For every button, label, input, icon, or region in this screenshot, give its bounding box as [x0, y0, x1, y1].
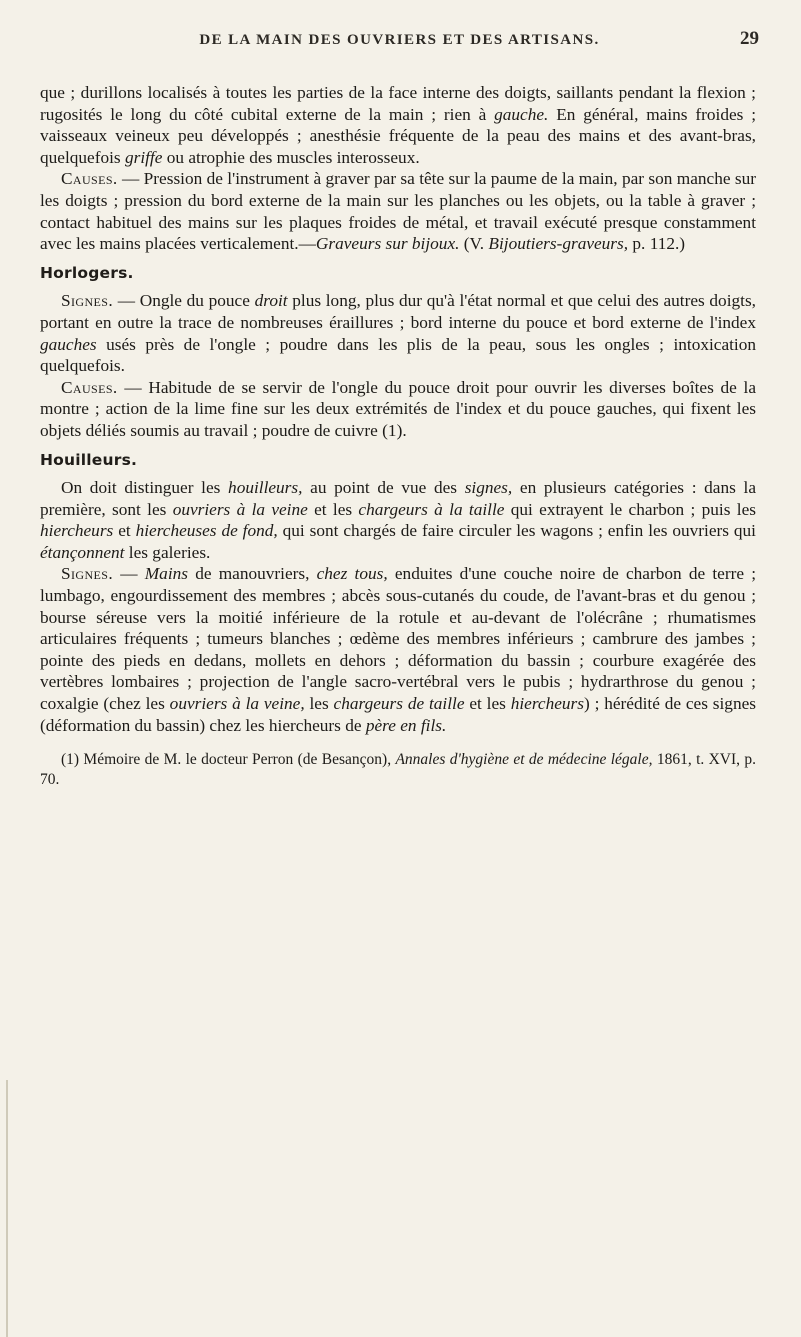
italic-run: Mains	[144, 564, 188, 584]
text-run: p. 112.)	[628, 234, 686, 254]
italic-run: signes,	[464, 478, 513, 498]
text-run: —	[113, 564, 145, 584]
italic-run: étançonnent	[40, 542, 125, 562]
text-run: 1861, t. XVI, p. 70.	[40, 751, 757, 789]
heading-horlogers: Horlogers.	[40, 263, 134, 282]
text-run: — Ongle du pouce	[113, 291, 255, 311]
italic-run: droit	[254, 291, 288, 311]
text-run: de manouvriers,	[187, 564, 317, 584]
section-lead: Causes.	[61, 377, 118, 397]
italic-run: Bijoutiers-graveurs,	[488, 234, 629, 254]
text-run: plus long, plus dur qu'à l'état normal et que celui des autres doigts, portant en outre la trace de nombreuses éraillures ; bord interne du pouce et bord externe de l'index	[40, 291, 756, 332]
text-run: que ; durillons localisés à toutes les parties de la face interne des doigts, saillants pendant la flexion ; rugosités le long du côté cubital externe de la main ; rien à	[40, 83, 756, 124]
page-body	[40, 82, 756, 790]
italic-run: Annales d'hygiène et de médecine légale,	[395, 751, 653, 769]
italic-run: gauches	[40, 334, 97, 354]
text-run: — Pression de l'instrument à graver par sa tête sur la paume de la main, par son manche sur les doigts ; pression du bord externe de la main sur les planches ou les objets, ou la table à graver ; contact habituel des mains sur les plaques froides de métal, et travail exécuté presque constamment avec les mains placées verticalement.—	[40, 169, 756, 254]
footnote-text	[40, 750, 756, 790]
italic-run: chargeurs de taille	[333, 694, 465, 714]
text-run: et les	[464, 694, 511, 714]
paragraph-graveurs-signes	[40, 82, 756, 168]
text-run: ou atrophie des muscles interosseux.	[162, 147, 420, 167]
italic-run: Graveurs sur bijoux.	[315, 234, 460, 254]
footnote-spacer	[40, 736, 756, 750]
text-run: en plusieurs catégories : dans la première, sont les	[40, 478, 756, 519]
page-number: 29	[740, 28, 759, 49]
gutter-shadow	[6, 1080, 8, 1337]
running-title: DE LA MAIN DES OUVRIERS ET DES ARTISANS.	[199, 32, 600, 48]
text-run: les	[304, 694, 334, 714]
italic-run: hiercheurs	[510, 694, 584, 714]
text-run: (1) Mémoire de M. le docteur Perron (de Besançon),	[61, 751, 396, 769]
paragraph-horlogers-causes	[40, 377, 756, 442]
text-run: qui sont chargés de faire circuler les wagons ; enfin les ouvriers qui	[277, 521, 756, 541]
text-run: les galeries.	[124, 542, 211, 562]
text-run: En général, mains froides ; vaisseaux veineux peu développés ; anesthésie fréquente de la peau des mains et des avant-bras, quelquefois	[40, 104, 756, 167]
heading-houilleurs: Houilleurs.	[40, 450, 138, 469]
italic-run: griffe	[124, 147, 163, 167]
paragraph-graveurs-causes	[40, 168, 756, 254]
section-lead: Signes.	[61, 291, 114, 311]
paragraph-horlogers-signes	[40, 290, 756, 376]
text-run: (V.	[459, 234, 489, 254]
text-run: — Habitude de se servir de l'ongle du pouce droit pour ouvrir les diverses boîtes de la montre ; action de la lime fine sur les deux extrémités de l'index et du pouce gauches, qui fixent les objets déliés soumis au travail ; poudre de cuivre (1).	[40, 377, 756, 440]
italic-run: père en fils.	[365, 715, 447, 735]
text-run: qui extrayent le charbon ; puis les	[504, 499, 756, 519]
text-run: On doit distinguer les	[61, 478, 229, 498]
section-lead: Signes.	[61, 564, 114, 584]
italic-run: ouvriers à la veine,	[169, 694, 305, 714]
italic-run: houilleurs,	[228, 478, 303, 498]
text-run: au point de vue des	[302, 478, 465, 498]
italic-run: chez tous,	[316, 564, 388, 584]
paragraph-houilleurs-signes	[40, 563, 756, 736]
section-lead: Causes.	[61, 169, 118, 189]
italic-run: hiercheuses de fond,	[135, 521, 278, 541]
text-run: et les	[307, 499, 359, 519]
footnote	[40, 750, 756, 790]
text-run: ) ; hérédité de ces signes (déformation du bassin) chez les hiercheurs de	[40, 694, 756, 735]
text-run: et	[113, 521, 136, 541]
paragraph-houilleurs-intro	[40, 477, 756, 563]
italic-run: gauche.	[494, 104, 549, 124]
italic-run: chargeurs à la taille	[358, 499, 505, 519]
italic-run: ouvriers à la veine	[172, 499, 308, 519]
italic-run: hiercheurs	[40, 521, 114, 541]
page-header	[40, 28, 759, 56]
text-run: enduites d'une couche noire de charbon de terre ; lumbago, engourdissement des membres ; abcès sous-cutanés du coude, de l'avant-bras et du genou ; bourse séreuse vers la moitié inférieure de la rotule et au-devant de l'olécrâne ; rhumatismes articulaires fréquents ; tumeurs blanches ; œdème des membres inférieurs ; cambrure des jambes ; pointe des pieds en dedans, mollets en dehors ; déformation du bassin ; courbure exagérée des vertèbres lombaires ; projection de l'angle sacro-vertébral vers le pubis ; hydrarthrose du genou ; coxalgie (chez les	[40, 564, 757, 714]
text-run: usés près de l'ongle ; poudre dans les plis de la peau, sous les ongles ; intoxication quelquefois.	[40, 334, 756, 376]
